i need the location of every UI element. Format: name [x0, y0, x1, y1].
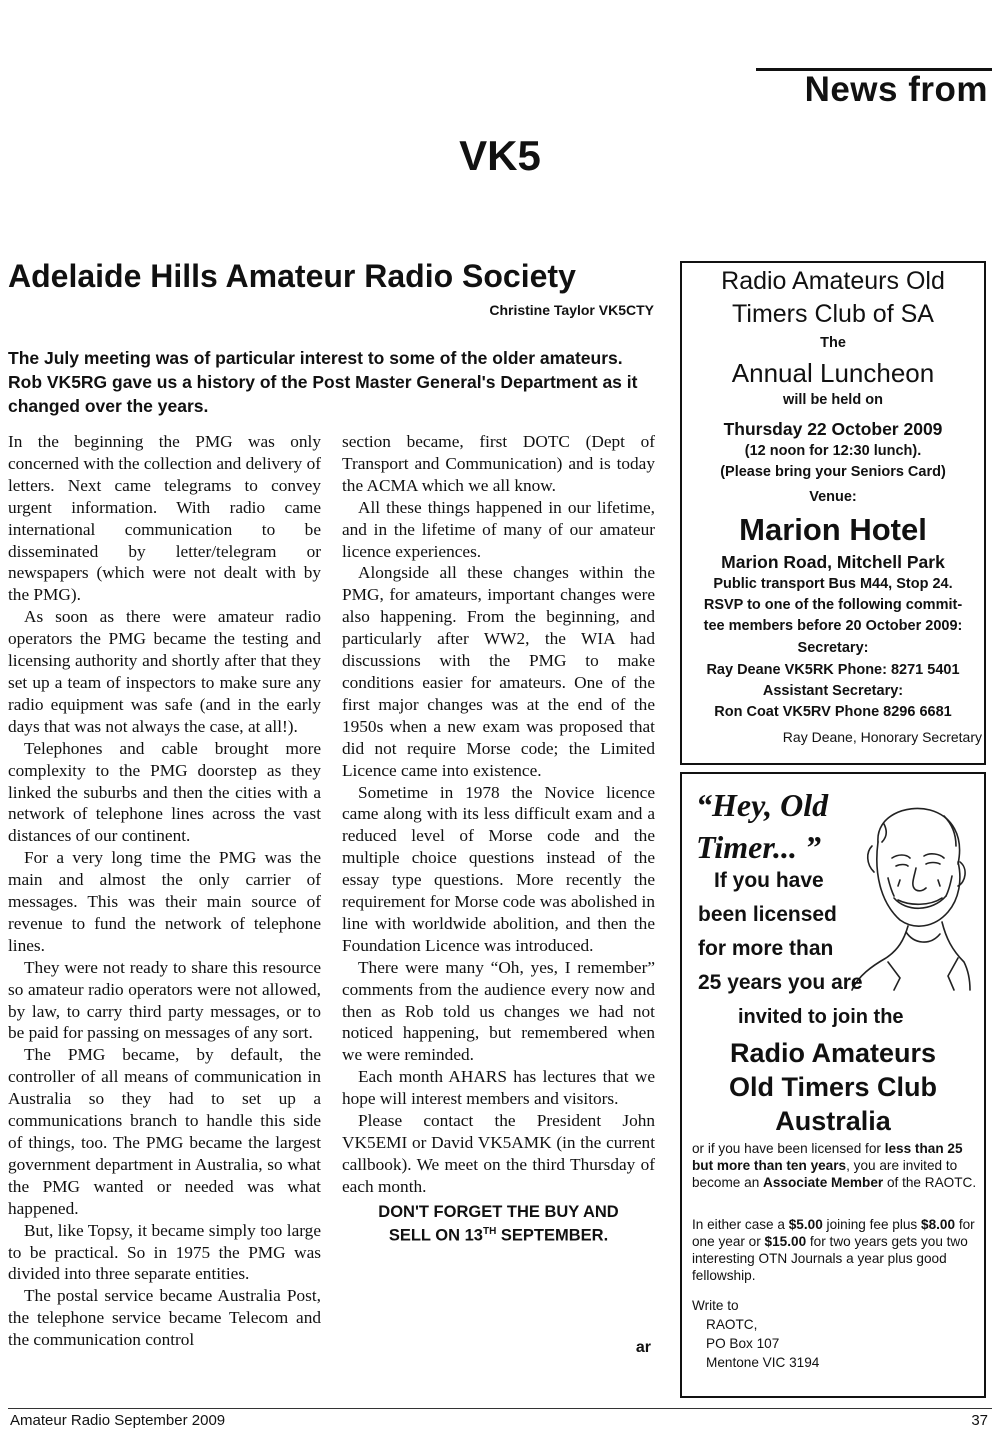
luncheon-date: Thursday 22 October 2009 [723, 419, 943, 439]
article-paragraph: There were many “Oh, yes, I remember” comments from the audience every now and then as Rob told us changes we had not noticed happening, but remembered when we were reminded. [342, 957, 655, 1065]
article-paragraph: Please contact the President John VK5EMI or David VK5AMK (in the current callbook). We meet on the third Thursday of each month. [342, 1111, 655, 1196]
article-column-left [8, 431, 321, 1351]
section-region-title: VK5 [459, 132, 541, 179]
assistant-contact: Ron Coat VK5RV Phone 8296 6681 [714, 704, 952, 720]
text-run: for two years gets you two interesting OTN Journals a year plus good fellowship. [692, 1234, 968, 1283]
luncheon-address: Marion Road, Mitchell Park [721, 552, 945, 572]
rsvp-line: tee members before 20 October 2009: [703, 618, 963, 634]
quote-line: Timer... ” [696, 829, 822, 865]
text-run: less than 25 but more than ten years [692, 1141, 963, 1173]
luncheon-venue-label: Venue: [809, 489, 857, 505]
article-paragraph: Alongside all these changes within the PMG, for amateurs, important changes were also happening. From the beginning, and particularly after WW2, the WIA had discussions with the PMG to make conditions easier for amateurs. One of the first major changes was at the end of the 1950s when a new exam was proposed that did not require Morse code; the Limited Licence came into existence. [342, 563, 655, 780]
callout-line: SELL ON 13 [388, 1226, 483, 1245]
article-title: Adelaide Hills Amateur Radio Society [8, 258, 576, 294]
article-paragraph: section became, first DOTC (Dept of Transport and Communication) and is today the ACMA which we all know. [342, 432, 655, 495]
article-paragraph: The PMG became, by default, the controller of all means of communication in Australia so they had to set up a communications branch to handle this side of things, too. The PMG became the largest government department in Australia, so what the PMG wanted or needed was what happened. [8, 1045, 321, 1218]
text-run: of the RAOTC. [883, 1175, 977, 1190]
article-paragraph: For a very long time the PMG was the main and almost the only carrier of messages. This was their main source of revenue to fund the network of telephone lines. [8, 848, 321, 955]
article-paragraph: Telephones and cable brought more complexity to the PMG doorstep as they linked the suburbs and then the cities with a network of telephone lines across the vast distances of our continent. [8, 738, 321, 846]
byline: Christine Taylor VK5CTY [489, 302, 654, 318]
otn-line: been licensed [698, 903, 837, 926]
otn-membership-box [680, 772, 986, 1398]
luncheon-title [682, 265, 984, 331]
address-line: Mentone VIC 3194 [706, 1355, 820, 1370]
otn-line: invited to join the [738, 1006, 904, 1028]
luncheon-title-line: Timers Club of SA [732, 300, 934, 328]
text-run: joining fee plus [822, 1217, 922, 1232]
quote-line: “Hey, Old [696, 787, 829, 823]
text-run: or if you have been licensed for [692, 1141, 885, 1156]
hey-old-timer-quote [696, 784, 828, 868]
address-line: RAOTC, [706, 1317, 758, 1332]
club-name-line: Radio Amateurs [729, 1038, 937, 1068]
text-run: , you are invited to become an [692, 1158, 958, 1190]
text-run: In either case a [692, 1217, 789, 1232]
assistant-label: Assistant Secretary: [762, 683, 904, 699]
article-paragraph: All these things happened in our lifetime, and in the lifetime of many of our amateur licence experiences. [342, 497, 655, 561]
luncheon-notice-box [680, 261, 986, 765]
end-mark: ar [635, 1339, 651, 1356]
write-to-label: Write to [692, 1298, 739, 1313]
article-paragraph: Sometime in 1978 the Novice licence came along with its less difficult exam and a reduced level of Morse code and the multiple choice questions instead of the essay type questions. More recently the requirement for Morse code was abolished in line with worldwide abolition, and then the Foundation Licence was introduced. [342, 782, 655, 955]
luncheon-rsvp [682, 595, 984, 637]
buy-and-sell-callout [342, 1202, 655, 1246]
otn-line: If you have [714, 869, 824, 892]
footer-publication: Amateur Radio September 2009 [10, 1412, 226, 1429]
fees-text [692, 1216, 978, 1284]
article-paragraph: The postal service became Australia Post, the telephone service became Telecom and the communication control [8, 1286, 321, 1350]
address-line: PO Box 107 [706, 1336, 780, 1351]
article-paragraph: Each month AHARS has lectures that we hope will interest members and visitors. [342, 1067, 655, 1109]
otn-line: for more than [698, 937, 834, 960]
old-timer-portrait-icon [848, 802, 972, 992]
mailing-address [692, 1296, 819, 1372]
luncheon-transport: Public transport Bus M44, Stop 24. [713, 576, 953, 592]
luncheon-time: (12 noon for 12:30 lunch). [744, 443, 922, 459]
text-run: $15.00 [764, 1234, 807, 1249]
footer-rule [8, 1408, 992, 1409]
club-name [682, 1036, 984, 1138]
article-column-middle [342, 431, 655, 1356]
text-run: for one year or [692, 1217, 975, 1249]
otn-line: 25 years you are [698, 971, 863, 994]
page-number: 37 [971, 1412, 988, 1429]
section-heading: News from [804, 70, 988, 109]
callout-line: SEPTEMBER. [496, 1226, 609, 1245]
secretary-label: Secretary: [797, 640, 869, 656]
article-paragraph: As soon as there were amateur radio operators the PMG became the testing and licensing authority and shortly after that they set up a team of inspectors to make sure any radio equipment was safe (and in the early days that was not always the case, at all!). [8, 607, 321, 736]
club-name-line: Australia [775, 1106, 891, 1136]
article-paragraph: They were not ready to share this resource so amateur radio operators were not allowed, by law, to carry third party messages, or to be paid for passing on messages of any sort. [8, 957, 321, 1043]
luncheon-the: The [820, 335, 846, 351]
text-run: $8.00 [921, 1217, 956, 1232]
text-run: Associate Member [763, 1175, 884, 1190]
luncheon-event: Annual Luncheon [731, 358, 935, 388]
article-intro: The July meeting was of particular interest to some of the older amateurs. Rob VK5RG gave us a history of the Post Master General's Department as it changed over the years. [8, 348, 638, 416]
associate-member-text [692, 1140, 978, 1191]
luncheon-held: will be held on [783, 392, 883, 408]
text-run: $5.00 [788, 1217, 823, 1232]
rsvp-line: RSVP to one of the following commit- [703, 597, 963, 613]
luncheon-venue: Marion Hotel [739, 512, 927, 547]
club-name-line: Old Timers Club [728, 1072, 938, 1102]
secretary-contact: Ray Deane VK5RK Phone: 8271 5401 [706, 662, 960, 678]
callout-superscript: TH [482, 1225, 497, 1237]
callout-line: DON'T FORGET THE BUY AND [378, 1202, 619, 1221]
article-paragraph: But, like Topsy, it became simply too large to be practical. So in 1975 the PMG was divided into three separate entities. [8, 1220, 321, 1284]
luncheon-seniors-note: (Please bring your Seniors Card) [720, 464, 946, 480]
luncheon-title-line: Radio Amateurs Old [721, 267, 945, 295]
article-paragraph: In the beginning the PMG was only concerned with the collection and delivery of letters. Next came telegrams to convey urgent information. With radio came international communication to be disseminated by letter/telegram or newspapers (which were not dealt with by the PMG). [8, 432, 321, 605]
luncheon-signature: Ray Deane, Honorary Secretary [782, 729, 982, 745]
